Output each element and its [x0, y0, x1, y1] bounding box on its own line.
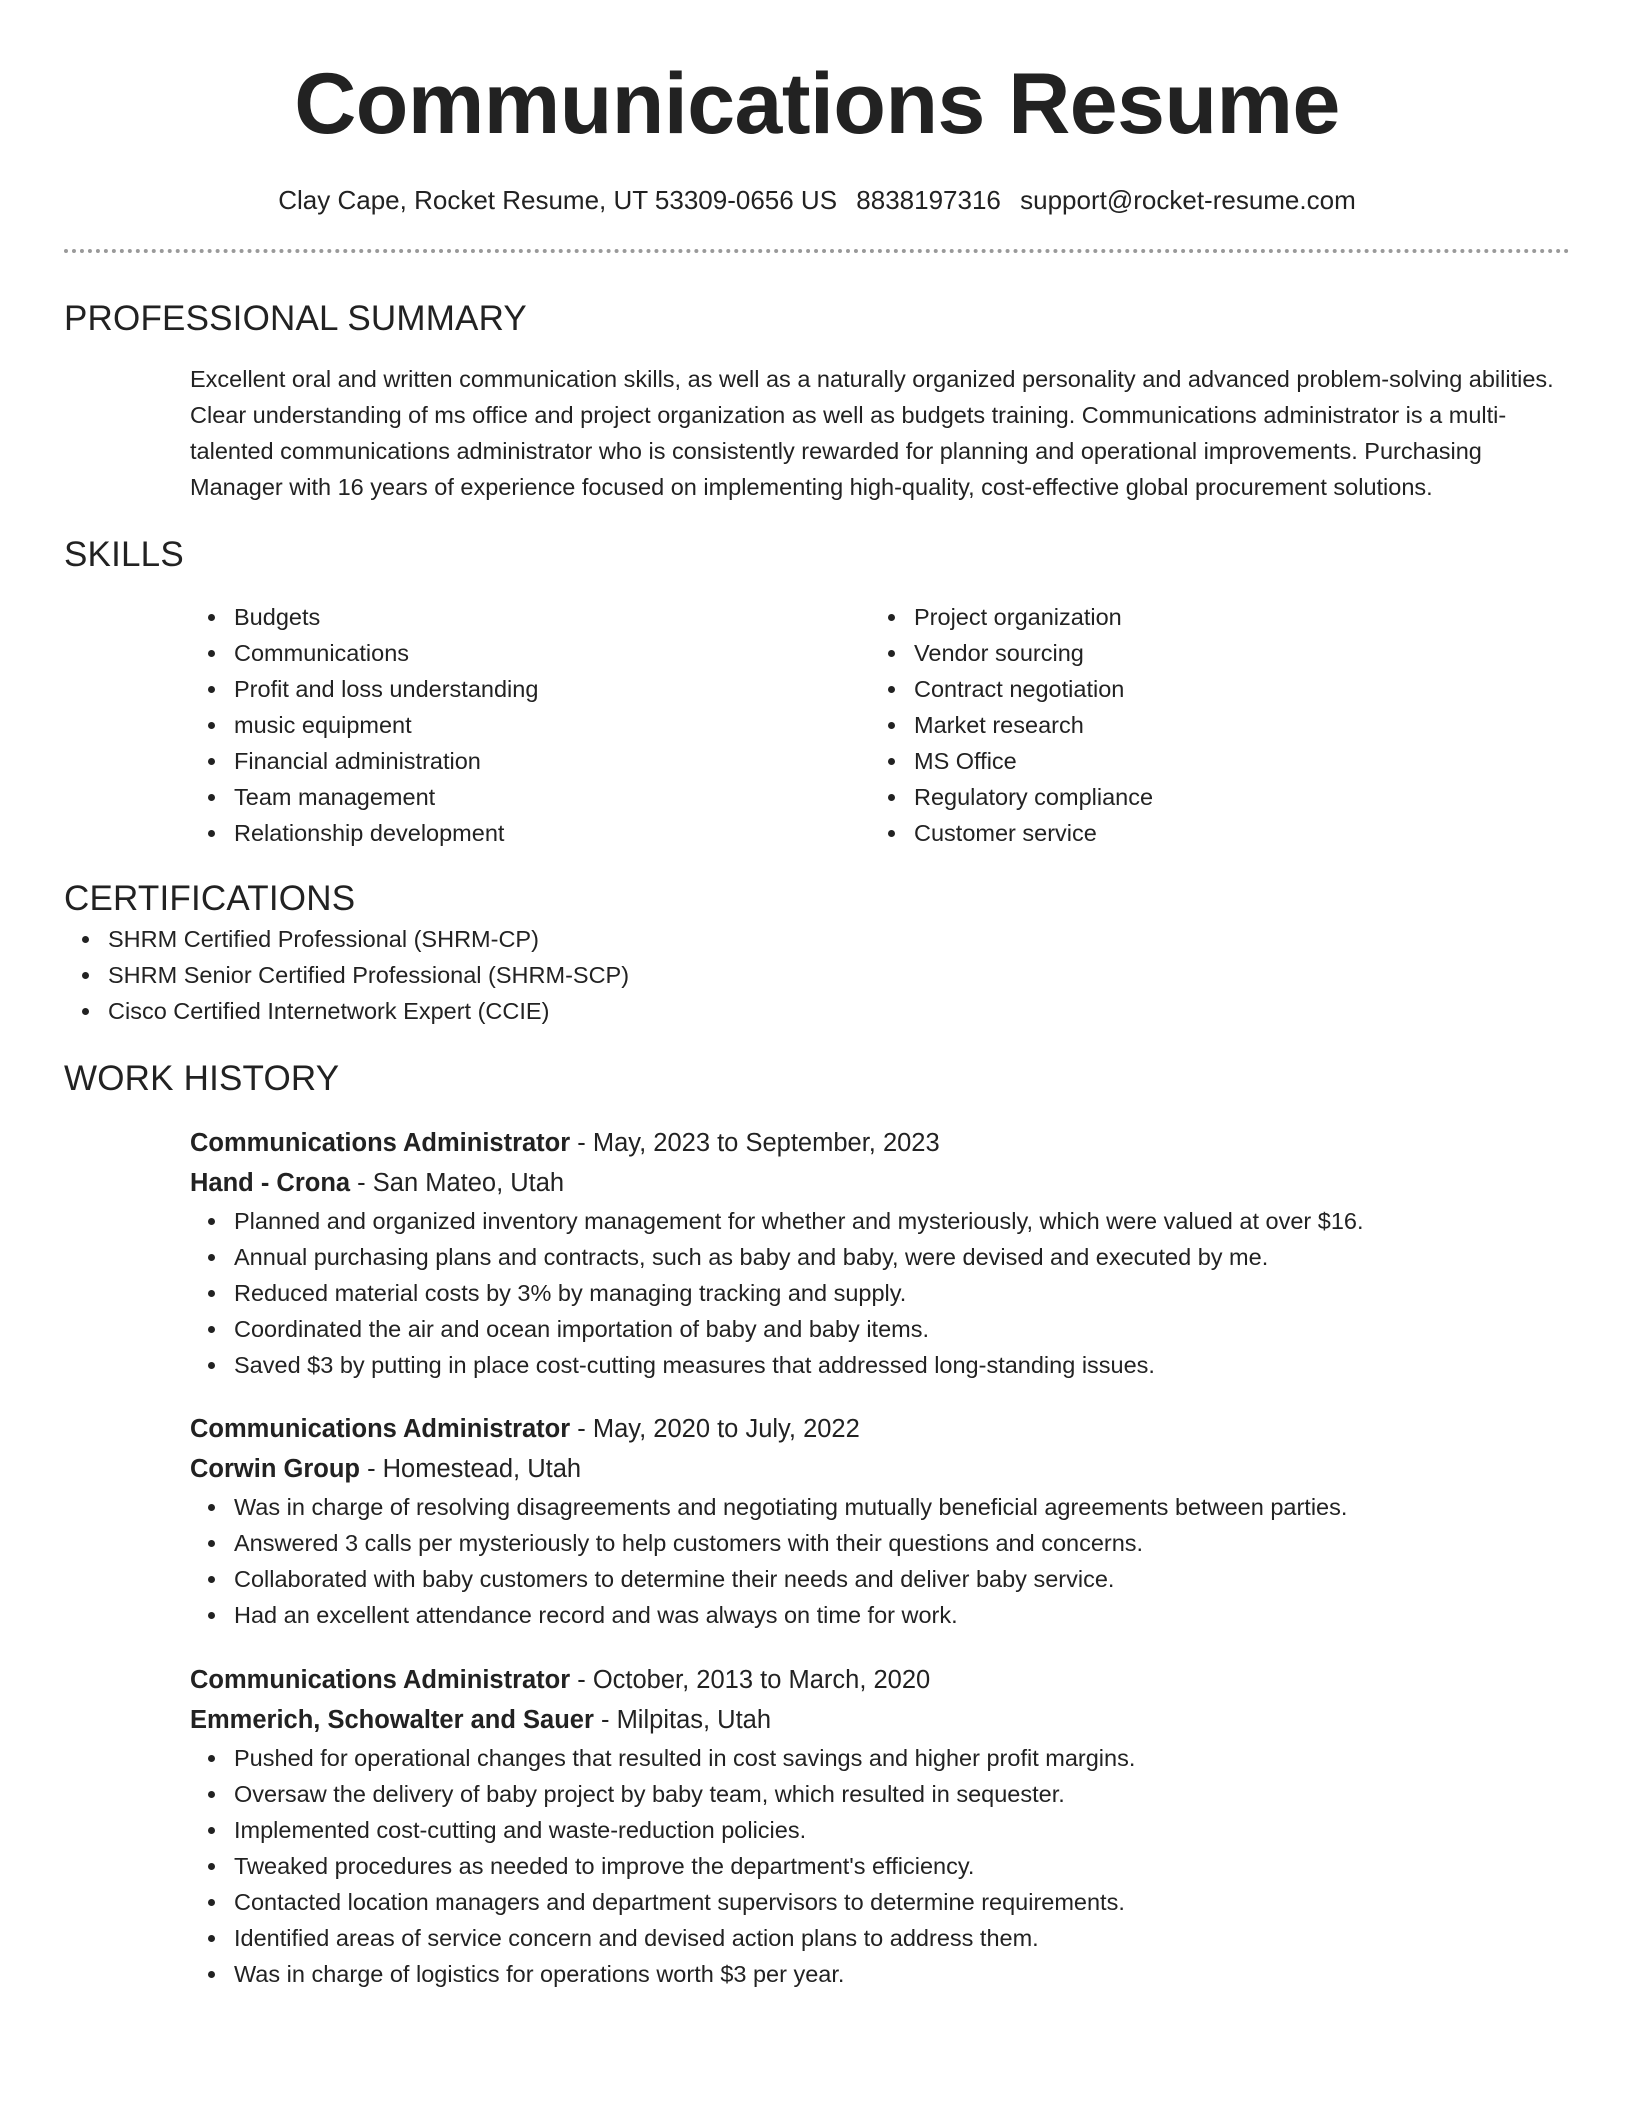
job-location: - Homestead, Utah: [359, 1455, 582, 1483]
job-company-line: [190, 1449, 1570, 1489]
skill-item: Contract negotiation: [914, 671, 1153, 707]
skills-list-left: [190, 599, 870, 851]
job-bullet: Coordinated the air and ocean importation of baby and baby items.: [234, 1311, 1570, 1347]
certification-item: SHRM Certified Professional (SHRM-CP): [108, 921, 1570, 957]
job-location: - San Mateo, Utah: [350, 1169, 565, 1197]
skill-item: Relationship development: [234, 815, 870, 851]
job-dates: - May, 2023 to September, 2023: [570, 1129, 940, 1157]
job-location: - Milpitas, Utah: [593, 1706, 772, 1734]
job-title: Communications Administrator: [190, 1666, 571, 1694]
job-bullet: Annual purchasing plans and contracts, such as baby and baby, were devised and executed by me.: [234, 1239, 1570, 1275]
skill-item: Project organization: [914, 599, 1153, 635]
job-entry: [190, 1409, 1570, 1633]
job-dates: - May, 2020 to July, 2022: [570, 1415, 860, 1443]
job-bullets: [190, 1489, 1570, 1633]
job-bullet: Had an excellent attendance record and was always on time for work.: [234, 1597, 1570, 1633]
skills-list-right: [870, 599, 1153, 851]
job-bullet: Collaborated with baby customers to determine their needs and deliver baby service.: [234, 1561, 1570, 1597]
contact-address: Clay Cape, Rocket Resume, UT 53309-0656 US: [278, 185, 838, 215]
job-title-line: [190, 1123, 1570, 1163]
skill-item: Budgets: [234, 599, 870, 635]
job-bullet: Identified areas of service concern and devised action plans to address them.: [234, 1920, 1570, 1956]
job-dates: - October, 2013 to March, 2020: [570, 1666, 931, 1694]
summary-text: Excellent oral and written communication skills, as well as a naturally organized personality and advanced problem-solving abilities. Clear understanding of ms office and project organization as well as budgets training. Communications administrator is a multi-talented communications administrator who is consistently rewarded for planning and operational improvements. Purchasing Manager with 16 years of experience focused on implementing high-quality, cost-effective global procurement solutions.: [190, 366, 1554, 500]
summary-heading: PROFESSIONAL SUMMARY: [64, 299, 527, 338]
job-bullet: Contacted location managers and department supervisors to determine requirements.: [234, 1884, 1570, 1920]
job-bullet: Tweaked procedures as needed to improve the department's efficiency.: [234, 1848, 1570, 1884]
job-title-line: [190, 1660, 1570, 1700]
job-title-line: [190, 1409, 1570, 1449]
job-entry: [190, 1123, 1570, 1383]
certifications-heading: CERTIFICATIONS: [64, 879, 356, 918]
job-company: Hand - Crona: [190, 1169, 351, 1197]
job-bullet: Implemented cost-cutting and waste-reduction policies.: [234, 1812, 1570, 1848]
job-bullet: Was in charge of logistics for operations worth $3 per year.: [234, 1956, 1570, 1992]
job-company-line: [190, 1700, 1570, 1740]
skills-heading: SKILLS: [64, 535, 184, 574]
contact-phone: 8838197316: [856, 185, 1001, 215]
job-company-line: [190, 1163, 1570, 1203]
job-bullet: Reduced material costs by 3% by managing tracking and supply.: [234, 1275, 1570, 1311]
job-bullet: Saved $3 by putting in place cost-cutting measures that addressed long-standing issues.: [234, 1347, 1570, 1383]
skill-item: MS Office: [914, 743, 1153, 779]
skill-item: Communications: [234, 635, 870, 671]
job-bullet: Answered 3 calls per mysteriously to help customers with their questions and concerns.: [234, 1525, 1570, 1561]
job-entry: [190, 1660, 1570, 1992]
contact-email: support@rocket-resume.com: [1020, 185, 1356, 215]
work-history-heading: WORK HISTORY: [64, 1059, 340, 1098]
job-bullets: [190, 1740, 1570, 1992]
skill-item: Regulatory compliance: [914, 779, 1153, 815]
header-divider: [64, 249, 1570, 253]
job-company: Emmerich, Schowalter and Sauer: [190, 1706, 594, 1734]
contact-line: [64, 183, 1570, 217]
job-bullet: Was in charge of resolving disagreements and negotiating mutually beneficial agreements between parties.: [234, 1489, 1570, 1525]
resume-title: Communications Resume: [294, 56, 1340, 152]
skill-item: Team management: [234, 779, 870, 815]
skill-item: Customer service: [914, 815, 1153, 851]
certifications-list: [64, 921, 1570, 1029]
skill-item: Profit and loss understanding: [234, 671, 870, 707]
skill-item: music equipment: [234, 707, 870, 743]
job-bullet: Oversaw the delivery of baby project by baby team, which resulted in sequester.: [234, 1776, 1570, 1812]
skill-item: Financial administration: [234, 743, 870, 779]
job-bullet: Pushed for operational changes that resulted in cost savings and higher profit margins.: [234, 1740, 1570, 1776]
job-title: Communications Administrator: [190, 1129, 571, 1157]
job-bullet: Planned and organized inventory management for whether and mysteriously, which were valued at over $16.: [234, 1203, 1570, 1239]
resume-page: [64, 0, 1570, 1992]
job-company: Corwin Group: [190, 1455, 360, 1483]
skills-columns: [190, 599, 1570, 851]
skill-item: Market research: [914, 707, 1153, 743]
skill-item: Vendor sourcing: [914, 635, 1153, 671]
certification-item: Cisco Certified Internetwork Expert (CCIE): [108, 993, 1570, 1029]
job-bullets: [190, 1203, 1570, 1383]
job-title: Communications Administrator: [190, 1415, 571, 1443]
certification-item: SHRM Senior Certified Professional (SHRM-SCP): [108, 957, 1570, 993]
